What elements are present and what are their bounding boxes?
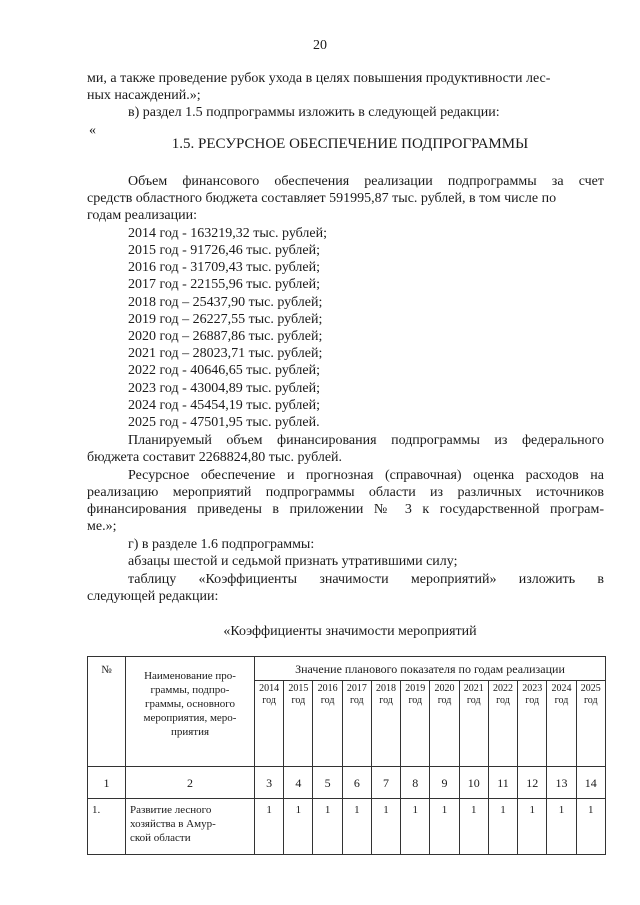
section-g-line-1: г) в разделе 1.6 подпрограммы: — [128, 537, 315, 552]
funding-year-2015: 2015 год - 91726,46 тыс. рублей; — [128, 243, 321, 258]
value-cell: 1 — [459, 799, 488, 855]
year-header-2022: 2022 год — [488, 681, 517, 767]
value-cell: 1 — [371, 799, 400, 855]
funding-year-2018: 2018 год – 25437,90 тыс. рублей; — [128, 295, 323, 310]
year-header-2021: 2021 год — [459, 681, 488, 767]
funding-para-line-1: Объем финансового обеспечения реализации подпрограммы за счет — [128, 174, 604, 189]
value-cell: 1 — [342, 799, 371, 855]
numbering-cell: 5 — [313, 767, 342, 799]
table-title: «Коэффициенты значимости мероприятий — [223, 624, 477, 639]
year-header-2019: 2019 год — [401, 681, 430, 767]
funding-para-line-3: годам реализации: — [87, 208, 197, 223]
numbering-cell: 13 — [547, 767, 576, 799]
numbering-cell: 14 — [576, 767, 605, 799]
intro-line-1: ми, а также проведение рубок ухода в целях повышения продуктивности лес- — [87, 71, 551, 86]
value-cell: 1 — [576, 799, 605, 855]
value-cell: 1 — [518, 799, 547, 855]
page-number: 20 — [313, 38, 327, 53]
value-cell: 1 — [488, 799, 517, 855]
intro-line-2: ных насаждений.»; — [87, 88, 201, 103]
year-header-2024: 2024 год — [547, 681, 576, 767]
intro-line-3: в) раздел 1.5 подпрограммы изложить в следующей редакции: — [128, 105, 500, 120]
numbering-cell: 3 — [255, 767, 284, 799]
value-cell: 1 — [401, 799, 430, 855]
value-cell: 1 — [284, 799, 313, 855]
federal-line-2: бюджета составит 2268824,80 тыс. рублей. — [87, 450, 343, 465]
numbering-cell: 1 — [88, 767, 126, 799]
value-cell: 1 — [255, 799, 284, 855]
funding-year-2021: 2021 год – 28023,71 тыс. рублей; — [128, 346, 323, 361]
opening-quote: « — [89, 123, 96, 138]
column-name-header: Наименование про- граммы, подпро- граммы, основного мероприятия, меро- приятия — [126, 657, 255, 767]
year-header-2017: 2017 год — [342, 681, 371, 767]
numbering-cell: 9 — [430, 767, 459, 799]
resource-line-1: Ресурсное обеспечение и прогнозная (справочная) оценка расходов на — [128, 468, 604, 483]
year-header-2016: 2016 год — [313, 681, 342, 767]
funding-para-line-2: средств областного бюджета составляет 591995,87 тыс. рублей, в том числе по — [87, 191, 557, 206]
section-g-line-3: таблицу «Коэффициенты значимости мероприятий» изложить в — [128, 572, 604, 587]
year-header-2023: 2023 год — [518, 681, 547, 767]
funding-year-2016: 2016 год - 31709,43 тыс. рублей; — [128, 260, 321, 275]
numbering-cell: 7 — [371, 767, 400, 799]
funding-year-2017: 2017 год - 22155,96 тыс. рублей; — [128, 277, 321, 292]
numbering-cell: 2 — [126, 767, 255, 799]
section-heading: 1.5. РЕСУРСНОЕ ОБЕСПЕЧЕНИЕ ПОДПРОГРАММЫ — [171, 136, 529, 152]
year-header-2020: 2020 год — [430, 681, 459, 767]
funding-year-2024: 2024 год - 45454,19 тыс. рублей; — [128, 398, 321, 413]
resource-line-4: ме.»; — [87, 519, 117, 534]
funding-year-2014: 2014 год - 163219,32 тыс. рублей; — [128, 226, 328, 241]
funding-year-2025: 2025 год - 47501,95 тыс. рублей. — [128, 415, 320, 430]
year-header-2025: 2025 год — [576, 681, 605, 767]
column-values-header: Значение планового показателя по годам реализации — [255, 657, 606, 681]
table-row — [88, 799, 606, 855]
funding-year-2020: 2020 год – 26887,86 тыс. рублей; — [128, 329, 323, 344]
section-g-line-4: следующей редакции: — [87, 589, 219, 604]
row-number: 1. — [88, 799, 126, 855]
year-header-2014: 2014 год — [255, 681, 284, 767]
year-header-2018: 2018 год — [371, 681, 400, 767]
funding-year-2019: 2019 год – 26227,55 тыс. рублей; — [128, 312, 323, 327]
numbering-cell: 11 — [488, 767, 517, 799]
numbering-row — [88, 767, 606, 799]
federal-line-1: Планируемый объем финансирования подпрограммы из федерального — [128, 433, 604, 448]
value-cell: 1 — [547, 799, 576, 855]
resource-line-2: реализацию мероприятий подпрограммы области из различных источников — [87, 485, 604, 500]
coefficients-table — [87, 656, 606, 855]
resource-line-3: финансирования приведены в приложении № 3 к государственной програм- — [87, 502, 604, 517]
funding-year-2022: 2022 год - 40646,65 тыс. рублей; — [128, 363, 321, 378]
numbering-cell: 4 — [284, 767, 313, 799]
year-header-2015: 2015 год — [284, 681, 313, 767]
numbering-cell: 12 — [518, 767, 547, 799]
row-name: Развитие лесного хозяйства в Амур- ской области — [126, 799, 255, 855]
funding-year-2023: 2023 год - 43004,89 тыс. рублей; — [128, 381, 321, 396]
value-cell: 1 — [313, 799, 342, 855]
section-g-line-2: абзацы шестой и седьмой признать утратившими силу; — [128, 554, 458, 569]
value-cell: 1 — [430, 799, 459, 855]
numbering-cell: 10 — [459, 767, 488, 799]
numbering-cell: 6 — [342, 767, 371, 799]
numbering-cell: 8 — [401, 767, 430, 799]
column-number-header: № — [88, 657, 126, 767]
